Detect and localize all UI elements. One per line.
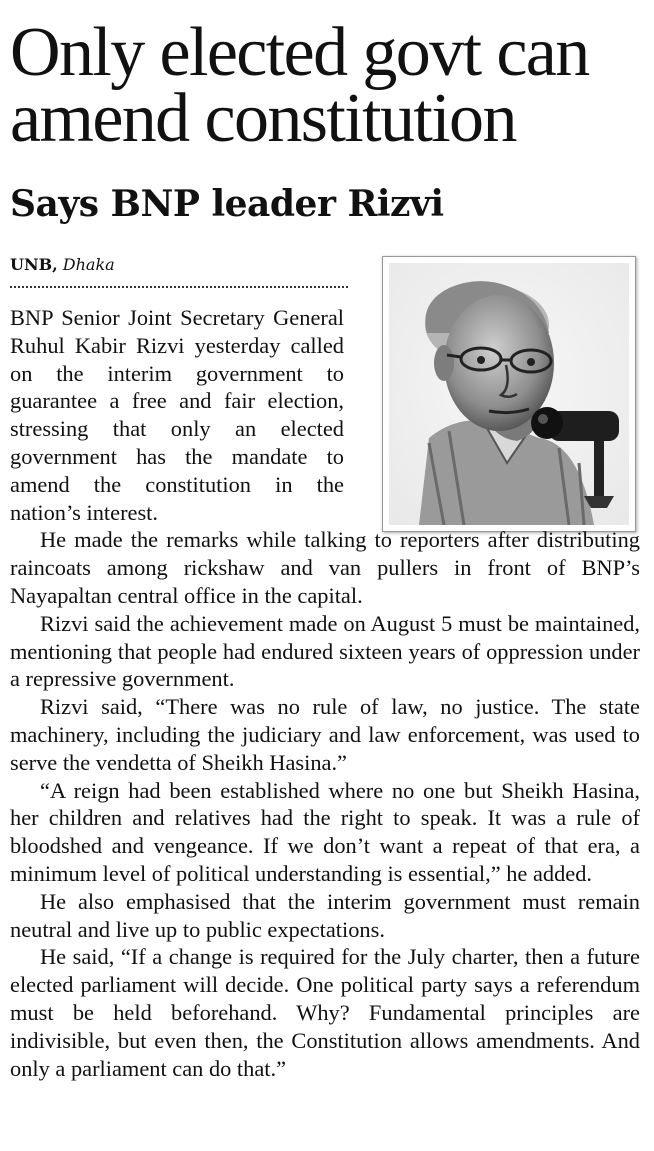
article-paragraph: Rizvi said the achievement made on August 5 must be maintained, mentioning that people had endured sixteen years of oppression under a repressive government. bbox=[10, 610, 640, 692]
headline: Only elected govt can amend constitution bbox=[10, 14, 589, 157]
subheadline: Says BNP leader Rizvi bbox=[10, 183, 444, 225]
byline bbox=[10, 254, 115, 276]
article-paragraph: BNP Senior Joint Secretary General Ruhul Kabir Rizvi yesterday called on the interim government to guarantee a free and fair election, stressing that only an elected government has the mandate to amend the constitution in the nation’s interest. bbox=[10, 305, 344, 525]
article-body bbox=[10, 304, 640, 1082]
article-paragraph: He made the remarks while talking to reporters after distributing raincoats among rickshaw and van pullers in front of BNP’s Nayapaltan central office in the capital. bbox=[10, 527, 640, 608]
byline-agency: UNB, bbox=[10, 255, 58, 274]
article-paragraph: He also emphasised that the interim government must remain neutral and live up to public expectations. bbox=[10, 888, 640, 942]
article-paragraph: “A reign had been established where no one but Sheikh Hasina, her children and relatives had the right to speak. It was a rule of bloodshed and vengeance. If we don’t want a repeat of that era, a minimum level of political understanding is essential,” he added. bbox=[10, 777, 640, 886]
byline-divider bbox=[10, 286, 348, 288]
article-paragraph: Rizvi said, “There was no rule of law, no justice. The state machinery, including the judiciary and law enforcement, was used to serve the vendetta of Sheikh Hasina.” bbox=[10, 694, 640, 775]
article-paragraph: He said, “If a change is required for the July charter, then a future elected parliament will decide. One political party says a referendum must be held beforehand. Why? Fundamental principles are indivisible, but even then, the Constitution allows amendments. And only a parliament can do that.” bbox=[10, 944, 640, 1081]
byline-location: Dhaka bbox=[62, 255, 115, 274]
